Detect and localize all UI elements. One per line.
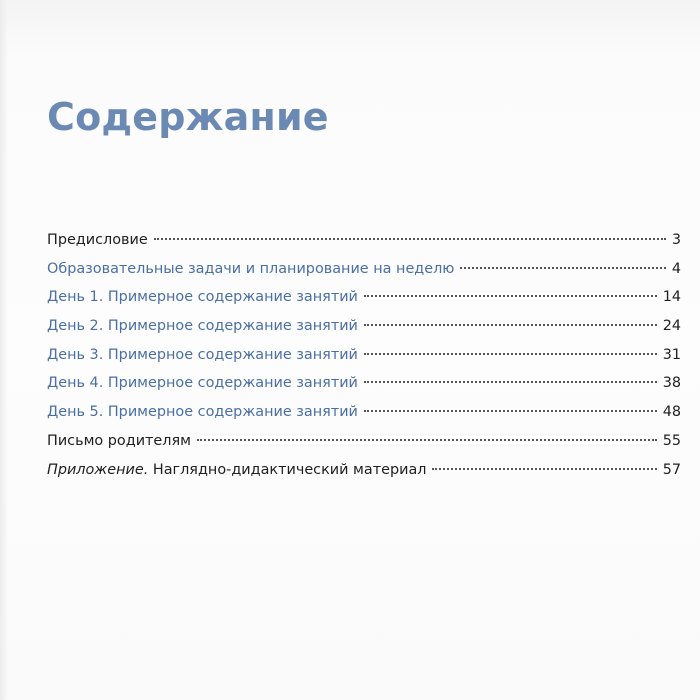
toc-page-number: 48 xyxy=(662,404,681,421)
toc-entry-day-4 xyxy=(47,369,681,398)
toc-entry-appendix xyxy=(47,456,681,485)
toc-entry-label: День 3. Примерное содержание занятий xyxy=(47,346,358,363)
toc-entry-educational-tasks xyxy=(47,255,681,284)
toc-entry-day-3 xyxy=(47,341,681,370)
toc-page-number: 24 xyxy=(662,318,681,335)
dot-leader xyxy=(364,410,657,412)
dot-leader xyxy=(364,353,657,355)
toc-entry-day-2 xyxy=(47,312,681,341)
toc-entry-label xyxy=(47,456,426,485)
toc-entry-day-5 xyxy=(47,398,681,427)
toc-entry-label: Образовательные задачи и планирование на неделю xyxy=(47,260,455,277)
dot-leader xyxy=(460,267,665,269)
toc-entry-preface xyxy=(47,226,681,255)
toc-page-number: 3 xyxy=(671,232,681,248)
toc-entry-label: День 1. Примерное содержание занятий xyxy=(47,289,358,306)
toc-entry-label-italic: Приложение. xyxy=(47,461,149,478)
toc-entry-letter-to-parents xyxy=(47,427,681,456)
toc-entry-label: День 2. Примерное содержание занятий xyxy=(47,318,358,335)
dot-leader xyxy=(197,439,657,441)
toc-entry-label-text: Наглядно-дидактический материал xyxy=(152,461,427,478)
dot-leader xyxy=(364,381,657,383)
dot-leader xyxy=(364,295,657,297)
toc-page-number: 57 xyxy=(662,461,681,478)
page-title: Содержание xyxy=(47,95,329,139)
toc-entry-label: День 5. Примерное содержание занятий xyxy=(47,404,358,421)
toc-page-number: 31 xyxy=(662,346,681,363)
toc-entry-label: Письмо родителям xyxy=(47,432,191,449)
toc-page-number: 14 xyxy=(662,289,681,306)
dot-leader xyxy=(432,468,656,470)
toc-entry-label: День 4. Примерное содержание занятий xyxy=(47,375,358,392)
table-of-contents xyxy=(47,226,681,484)
dot-leader xyxy=(154,238,666,240)
dot-leader xyxy=(364,324,657,326)
page-edge-shadow xyxy=(0,0,8,700)
toc-page-number: 55 xyxy=(662,432,681,449)
toc-entry-day-1 xyxy=(47,283,681,312)
toc-entry-label: Предисловие xyxy=(47,232,148,248)
toc-page-number: 4 xyxy=(671,260,681,277)
toc-page-number: 38 xyxy=(662,375,681,392)
